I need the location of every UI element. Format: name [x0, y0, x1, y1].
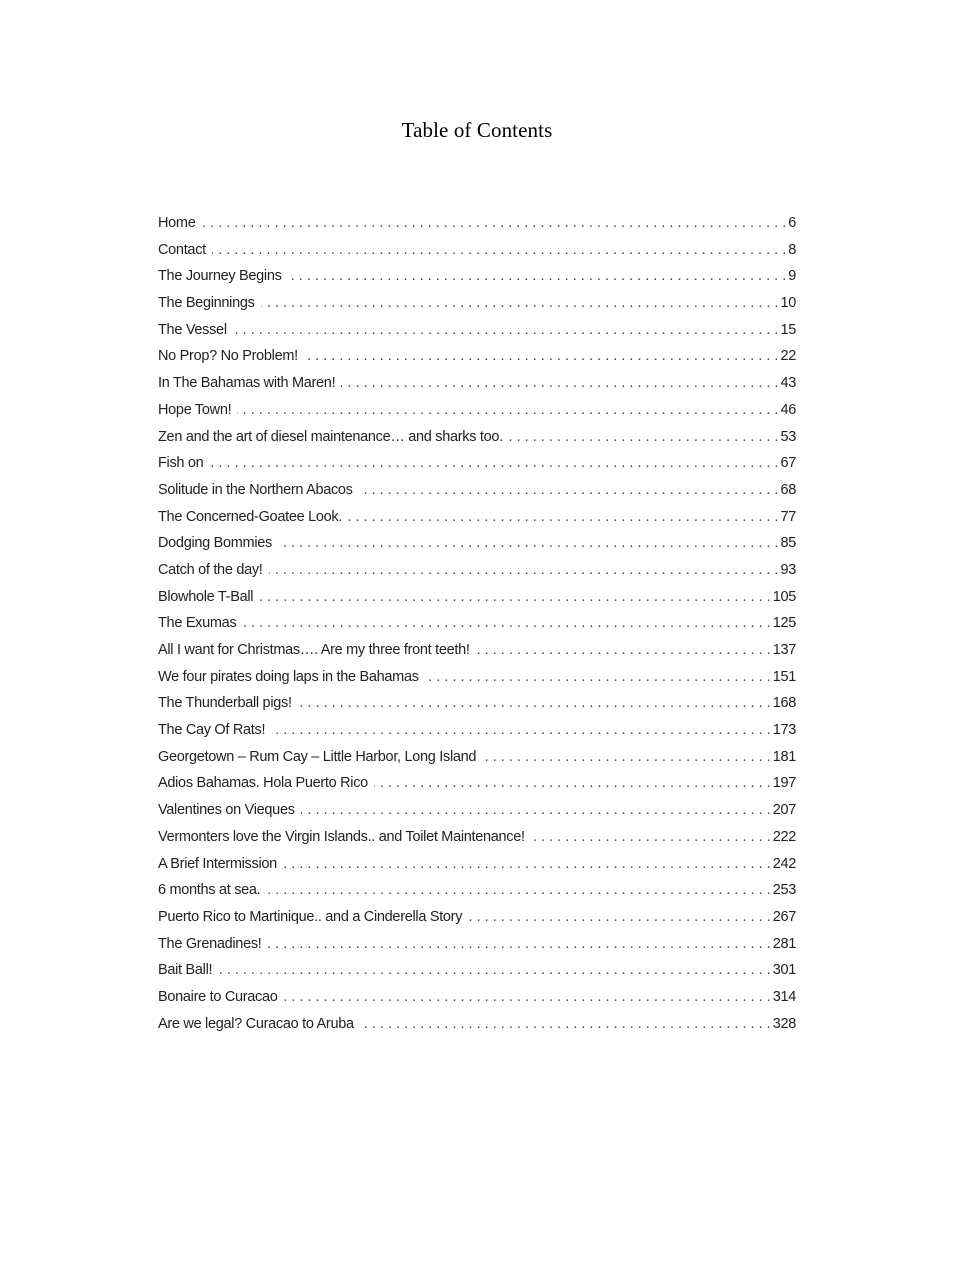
- toc-entry-title: The Vessel: [158, 321, 227, 338]
- toc-entry-title: No Prop? No Problem!: [158, 348, 298, 365]
- dot-leader: [242, 610, 770, 637]
- dot-leader: [261, 290, 779, 317]
- toc-entry-title: The Concerned-Goatee Look.: [158, 508, 343, 525]
- dot-leader: [218, 957, 770, 984]
- toc-entry-page-number: 222: [772, 828, 796, 845]
- toc-entry-title: Fish on: [158, 455, 204, 472]
- toc-entry-page-number: 168: [772, 695, 796, 712]
- toc-entry-title: Contact: [158, 241, 206, 258]
- dot-leader: [266, 877, 770, 904]
- toc-entry[interactable]: [158, 664, 796, 691]
- toc-entry-page-number: 173: [772, 722, 796, 739]
- dot-leader: [425, 664, 771, 691]
- toc-entry-page-number: 267: [772, 908, 796, 925]
- toc-entry[interactable]: [158, 1011, 796, 1038]
- toc-entry-page-number: 10: [780, 295, 796, 312]
- dot-leader: [237, 397, 778, 424]
- toc-entry-page-number: 253: [772, 882, 796, 899]
- dot-leader: [269, 557, 779, 584]
- dot-leader: [201, 210, 786, 237]
- toc-entry-title: The Exumas: [158, 615, 237, 632]
- toc-entry-page-number: 85: [780, 535, 796, 552]
- toc-entry[interactable]: [158, 984, 796, 1011]
- toc-entry[interactable]: [158, 317, 796, 344]
- toc-entry-page-number: 151: [772, 668, 796, 685]
- dot-leader: [298, 690, 771, 717]
- toc-entry[interactable]: [158, 690, 796, 717]
- toc-entry-title: Catch of the day!: [158, 561, 263, 578]
- toc-entry[interactable]: [158, 877, 796, 904]
- toc-entry-page-number: 242: [772, 855, 796, 872]
- toc-entry-title: Blowhole T-Ball: [158, 588, 254, 605]
- toc-entry-page-number: 68: [780, 481, 796, 498]
- dot-leader: [468, 904, 771, 931]
- dot-leader: [360, 1011, 771, 1038]
- toc-entry-title: Zen and the art of diesel maintenance… and sharks too.: [158, 428, 503, 445]
- toc-entry[interactable]: [158, 610, 796, 637]
- dot-leader: [212, 237, 786, 264]
- dot-leader: [288, 263, 787, 290]
- toc-entry-title: The Beginnings: [158, 295, 255, 312]
- toc-entry-page-number: 328: [772, 1015, 796, 1032]
- toc-entry[interactable]: [158, 370, 796, 397]
- toc-entry-page-number: 105: [772, 588, 796, 605]
- toc-entry[interactable]: [158, 290, 796, 317]
- dot-leader: [271, 717, 770, 744]
- dot-leader: [341, 370, 778, 397]
- dot-leader: [476, 637, 771, 664]
- dot-leader: [278, 530, 778, 557]
- toc-entry-page-number: 301: [772, 962, 796, 979]
- toc-entry-title: In The Bahamas with Maren!: [158, 375, 336, 392]
- toc-entry[interactable]: [158, 770, 796, 797]
- toc-entry[interactable]: [158, 504, 796, 531]
- toc-entry-page-number: 15: [780, 321, 796, 338]
- toc-entry-title: Vermonters love the Virgin Islands.. and Toilet Maintenance!: [158, 828, 525, 845]
- toc-entry[interactable]: [158, 851, 796, 878]
- toc-entry[interactable]: [158, 957, 796, 984]
- toc-entry[interactable]: [158, 343, 796, 370]
- toc-entry-page-number: 67: [780, 455, 796, 472]
- toc-entry-title: The Grenadines!: [158, 935, 262, 952]
- dot-leader: [209, 450, 778, 477]
- dot-leader: [259, 584, 771, 611]
- toc-entry-page-number: 9: [788, 268, 796, 285]
- page-title: Table of Contents: [401, 118, 553, 142]
- toc-entry-title: Valentines on Vieques: [158, 802, 295, 819]
- toc-entry-page-number: 281: [772, 935, 796, 952]
- dot-leader: [348, 504, 778, 531]
- toc-entry-title: Bait Ball!: [158, 962, 213, 979]
- toc-entry-title: Puerto Rico to Martinique.. and a Cinderella Story: [158, 908, 463, 925]
- toc-entry[interactable]: [158, 210, 796, 237]
- toc-entry[interactable]: [158, 744, 796, 771]
- dot-leader: [268, 931, 771, 958]
- toc-entry-page-number: 125: [772, 615, 796, 632]
- toc-entry[interactable]: [158, 397, 796, 424]
- toc-entry-page-number: 137: [772, 642, 796, 658]
- dot-leader: [482, 744, 771, 771]
- toc-entry-page-number: 53: [780, 428, 796, 445]
- toc-entry[interactable]: [158, 477, 796, 504]
- toc-entry-title: Solitude in the Northern Abacos: [158, 481, 353, 498]
- toc-entry-title: Dodging Bommies: [158, 535, 272, 552]
- toc-entry[interactable]: [158, 584, 796, 611]
- toc-entry[interactable]: [158, 557, 796, 584]
- toc-entry-page-number: 93: [780, 561, 796, 578]
- toc-entry[interactable]: [158, 824, 796, 851]
- toc-entry[interactable]: [158, 530, 796, 557]
- toc-entry-page-number: 46: [780, 401, 796, 418]
- toc-entry-title: Hope Town!: [158, 401, 232, 418]
- toc-entry-page-number: 314: [772, 988, 796, 1005]
- dot-leader: [283, 851, 771, 878]
- toc-entry-title: All I want for Christmas…. Are my three front teeth!: [158, 642, 470, 658]
- dot-leader: [304, 343, 779, 370]
- dot-leader: [374, 770, 771, 797]
- toc-entry-title: Georgetown – Rum Cay – Little Harbor, Long Island: [158, 748, 477, 765]
- toc-entry-title: A Brief Intermission: [158, 855, 277, 872]
- dot-leader: [531, 824, 771, 851]
- toc-entry-page-number: 43: [780, 375, 796, 392]
- toc-entry-page-number: 207: [772, 802, 796, 819]
- toc-entry-title: The Cay Of Rats!: [158, 722, 266, 739]
- toc-entry-title: The Journey Begins: [158, 268, 282, 285]
- toc-entry-page-number: 197: [772, 775, 796, 792]
- dot-leader: [509, 424, 779, 451]
- toc-entry-title: Home: [158, 215, 196, 231]
- table-of-contents: [158, 210, 796, 1037]
- toc-entry[interactable]: [158, 263, 796, 290]
- toc-entry-title: Are we legal? Curacao to Aruba: [158, 1015, 354, 1032]
- dot-leader: [359, 477, 779, 504]
- toc-entry[interactable]: [158, 904, 796, 931]
- dot-leader: [301, 797, 771, 824]
- dot-leader: [284, 984, 771, 1011]
- toc-entry[interactable]: [158, 717, 796, 744]
- toc-entry-page-number: 181: [772, 748, 796, 765]
- toc-entry-page-number: 6: [788, 215, 796, 231]
- toc-entry-title: The Thunderball pigs!: [158, 695, 292, 712]
- toc-entry-page-number: 77: [780, 508, 796, 525]
- toc-entry-title: 6 months at sea.: [158, 882, 261, 899]
- toc-entry[interactable]: [158, 931, 796, 958]
- toc-entry[interactable]: [158, 637, 796, 664]
- toc-entry-title: We four pirates doing laps in the Bahamas: [158, 668, 419, 685]
- toc-entry[interactable]: [158, 797, 796, 824]
- toc-entry-title: Adios Bahamas. Hola Puerto Rico: [158, 775, 368, 792]
- toc-entry[interactable]: [158, 237, 796, 264]
- toc-entry-page-number: 8: [788, 241, 796, 258]
- dot-leader: [233, 317, 779, 344]
- toc-entry-title: Bonaire to Curacao: [158, 988, 278, 1005]
- toc-entry[interactable]: [158, 424, 796, 451]
- toc-entry-page-number: 22: [780, 348, 796, 365]
- toc-entry[interactable]: [158, 450, 796, 477]
